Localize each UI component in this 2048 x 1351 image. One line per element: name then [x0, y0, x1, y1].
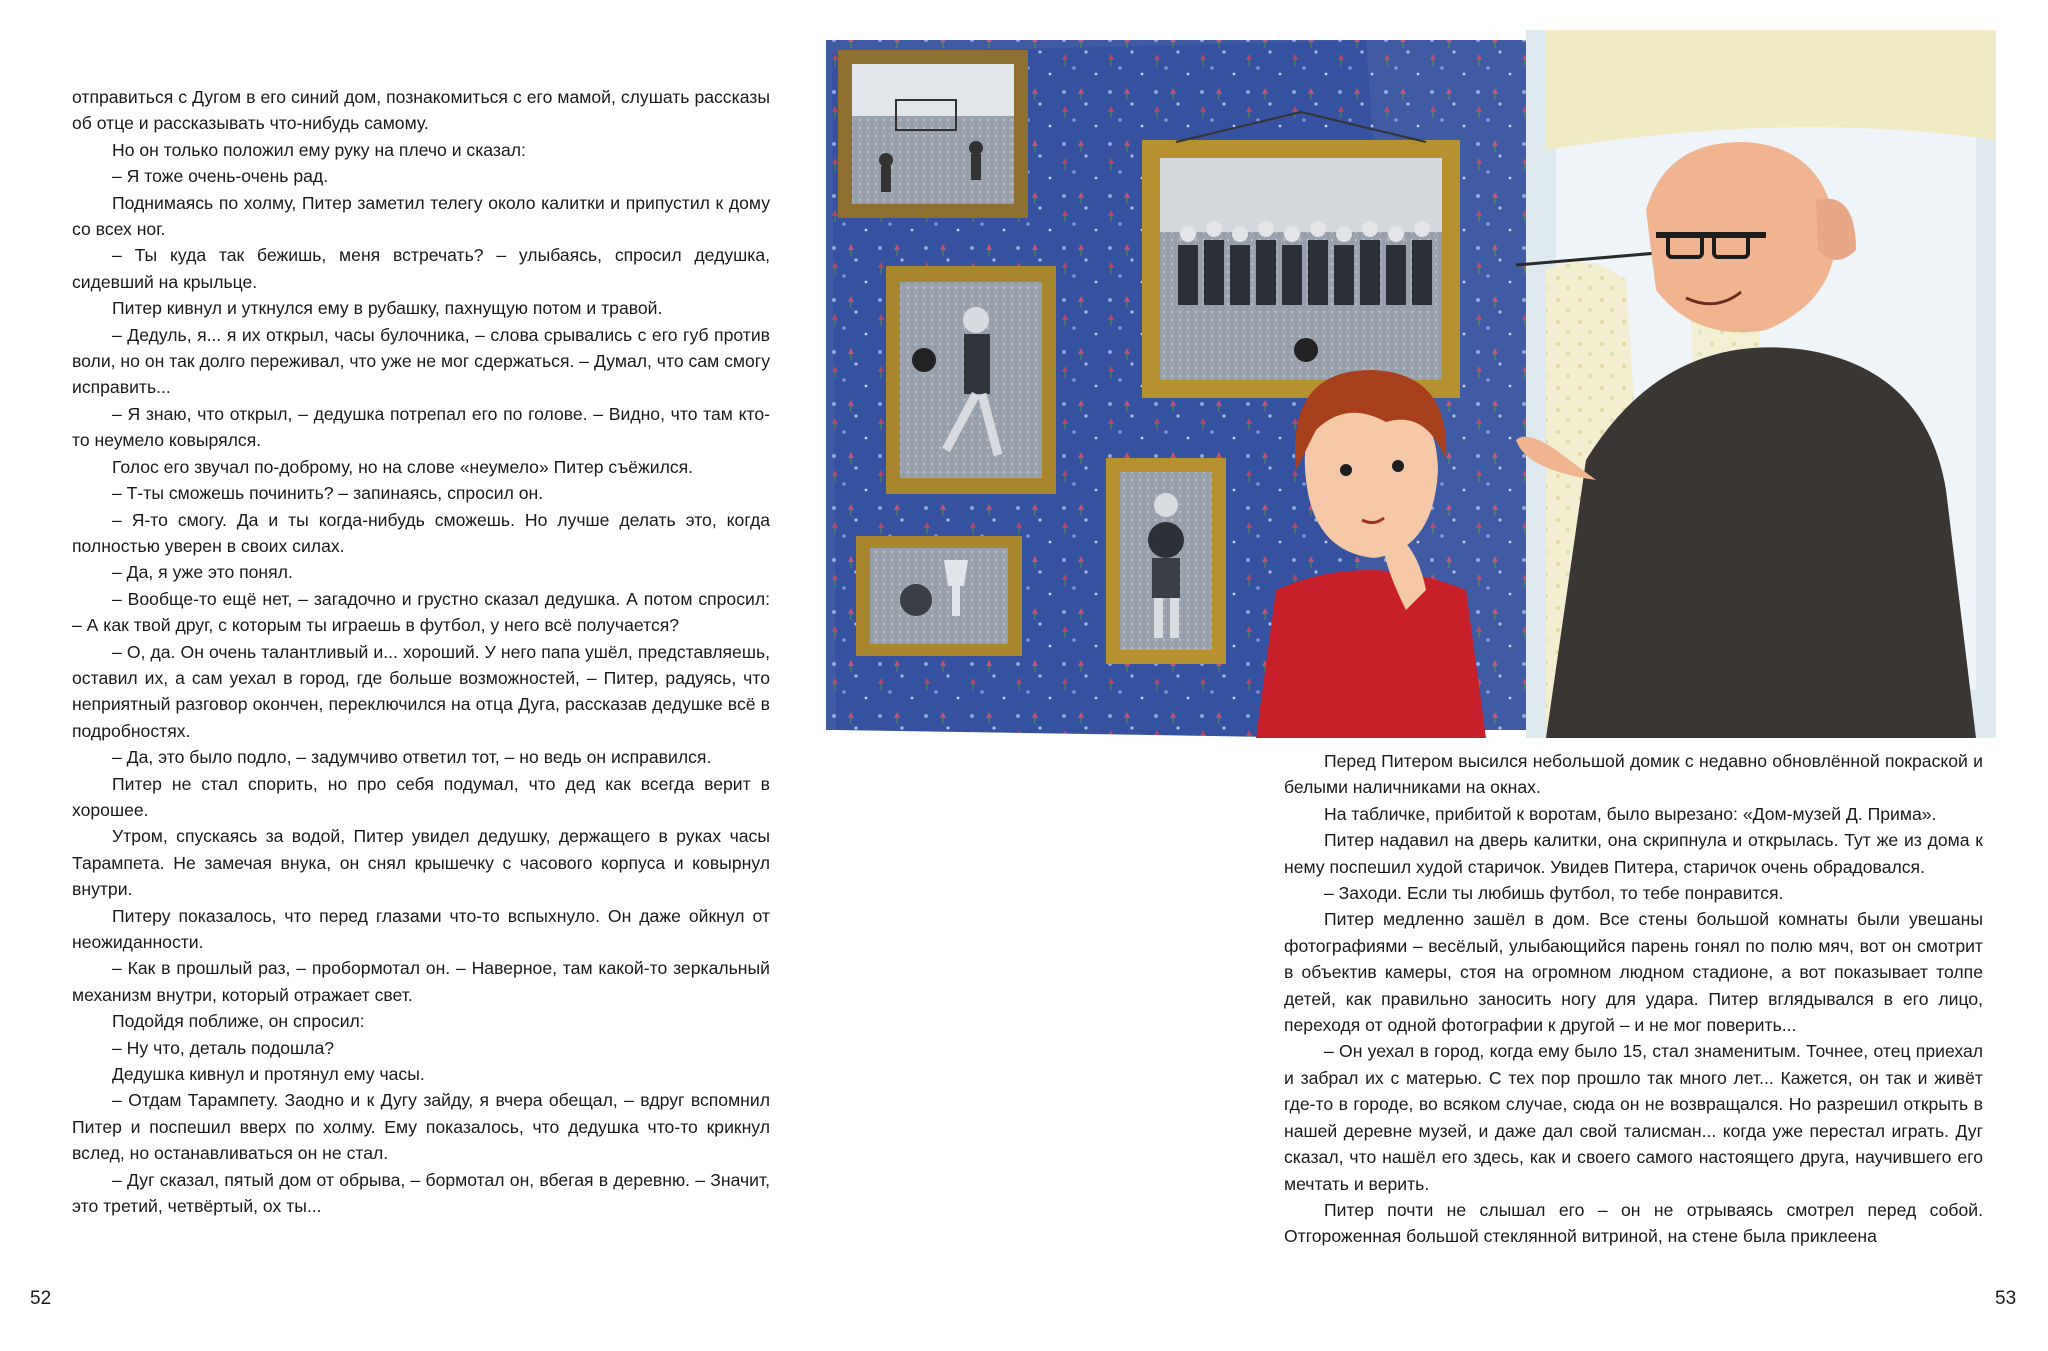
illustration [826, 30, 1996, 738]
paragraph: Питер медленно зашёл в дом. Все стены большой комнаты были увешаны фотографиями – весёлый, улыбающийся парень гонял по полю мяч, вот он смотрит в объектив камеры, стоя на огромном людном стадионе, а вот показывает толпе детей, как правильно заносить ногу для удара. Питер вглядывался в его лицо, переходя от одной фотографии к другой – и не мог поверить... [1284, 909, 1983, 1036]
paragraph: Питер надавил на дверь калитки, она скрипнула и открылась. Тут же из дома к нему поспешил худой старичок. Увидев Питера, старичок очень обрадовался. [1284, 830, 1983, 877]
paragraph: На табличке, прибитой к воротам, было вырезано: «Дом-музей Д. Прима». [1324, 803, 1937, 824]
paragraph: – Заходи. Если ты любишь футбол, то тебе понравится. [1324, 883, 1784, 904]
paragraph: – Я тоже очень-очень рад. [112, 166, 329, 187]
paragraph: – Да, я уже это понял. [112, 562, 293, 583]
paragraph: отправиться с Дугом в его синий дом, познакомиться с его мамой, слушать рассказы об отце и рассказывать что-нибудь самому. [72, 87, 770, 134]
paragraph: – Он уехал в город, когда ему было 15, стал знаменитым. Точнее, отец приехал и забрал их с матерью. С тех пор прошло так много лет... Кажется, он так и живёт где-то в городе, во всяком случае, сюда он не возвращался. Но разрешил открыть в нашей деревне музей, и даже дал свой талисман... когда уже перестал играть. Дуг сказал, что нашёл его здесь, как и своего самого настоящего друга, научившего его мечтать и верить. [1284, 1041, 1983, 1194]
paragraph: – Я знаю, что открыл, – дедушка потрепал его по голове. – Видно, что там кто-то неумело ковырялся. [72, 403, 770, 451]
paragraph: – Я-то смогу. Да и ты когда-нибудь сможешь. Но лучше делать это, когда полностью уверен в своих силах. [72, 509, 770, 556]
paragraph: Но он только положил ему руку на плечо и сказал: [112, 139, 526, 160]
paragraph: – Ты куда так бежишь, меня встречать? – улыбаясь, спросил дедушка, сидевший на крыльце. [72, 245, 770, 292]
paragraph: – Ну что, деталь подошла? [112, 1037, 335, 1058]
paragraph: Голос его звучал по-доброму, но на слове «неумело» Питер съёжился. [112, 456, 694, 477]
paragraph: Дедушка кивнул и протянул ему часы. [112, 1064, 425, 1085]
paragraph: – Отдам Тарампету. Заодно и к Дугу зайду, я вчера обещал, – вдруг вспомнил Питер и поспешил вверх по холму. Ему показалось, что дедушка что-то крикнул вслед, но останавливаться он не стал. [72, 1090, 770, 1164]
museum-room-illustration [826, 30, 1996, 738]
page-number-left: 52 [30, 1288, 52, 1309]
paragraph: – Дуг сказал, пятый дом от обрыва, – бормотал он, вбегая в деревню. – Значит, это третий, четвёртый, ох ты... [72, 1169, 770, 1217]
paragraph: – Да, это было подло, – задумчиво ответил тот, – но ведь он исправился. [112, 747, 712, 768]
paragraph: – О, да. Он очень талантливый и... хороший. У него папа ушёл, представляешь, оставил их, а сам уехал в город, где больше возможностей, – Питер, радуясь, что неприятный разговор окончен, переключился на отца Дуга, рассказав дедушке всё в подробностях. [72, 641, 770, 741]
left-page-text [72, 84, 770, 1219]
paragraph: Подойдя поближе, он спросил: [112, 1011, 365, 1032]
paragraph: – Дедуль, я... я их открыл, часы булочника, – слова срывались с его губ против воли, но он так долго переживал, что уже не мог сдержаться. – Думал, что сам смогу исправить... [72, 324, 770, 398]
right-page-text [1284, 748, 1983, 1250]
paragraph: – Вообще-то ещё нет, – загадочно и грустно сказал дедушка. А потом спросил: – А как твой друг, с которым ты играешь в футбол, у него всё получается? [72, 588, 770, 636]
paragraph: Питер не стал спорить, но про себя подумал, что дед как всегда верит в хорошее. [72, 773, 770, 820]
paragraph: Утром, спускаясь за водой, Питер увидел дедушку, держащего в руках часы Тарампета. Не замечая внука, он снял крышечку с часового корпуса и ковырнул внутри. [72, 826, 770, 900]
paragraph: – Как в прошлый раз, – пробормотал он. – Наверное, там какой-то зеркальный механизм внутри, который отражает свет. [72, 958, 770, 1005]
paragraph: Перед Питером высился небольшой домик с недавно обновлённой покраской и белыми наличниками на окнах. [1284, 751, 1983, 798]
paragraph: Поднимаясь по холму, Питер заметил телегу около калитки и припустил к дому со всех ног. [72, 192, 770, 240]
page-number-right: 53 [1995, 1288, 2017, 1309]
paragraph: Питер почти не слышал его – он не отрываясь смотрел перед собой. Отгороженная большой стеклянной витриной, на стене была приклеена [1284, 1199, 1983, 1247]
paragraph: Питеру показалось, что перед глазами что-то вспыхнуло. Он даже ойкнул от неожиданности. [72, 905, 770, 952]
paragraph: Питер кивнул и уткнулся ему в рубашку, пахнущую потом и травой. [112, 298, 663, 319]
paragraph: – Т-ты сможешь починить? – запинаясь, спросил он. [112, 483, 544, 504]
